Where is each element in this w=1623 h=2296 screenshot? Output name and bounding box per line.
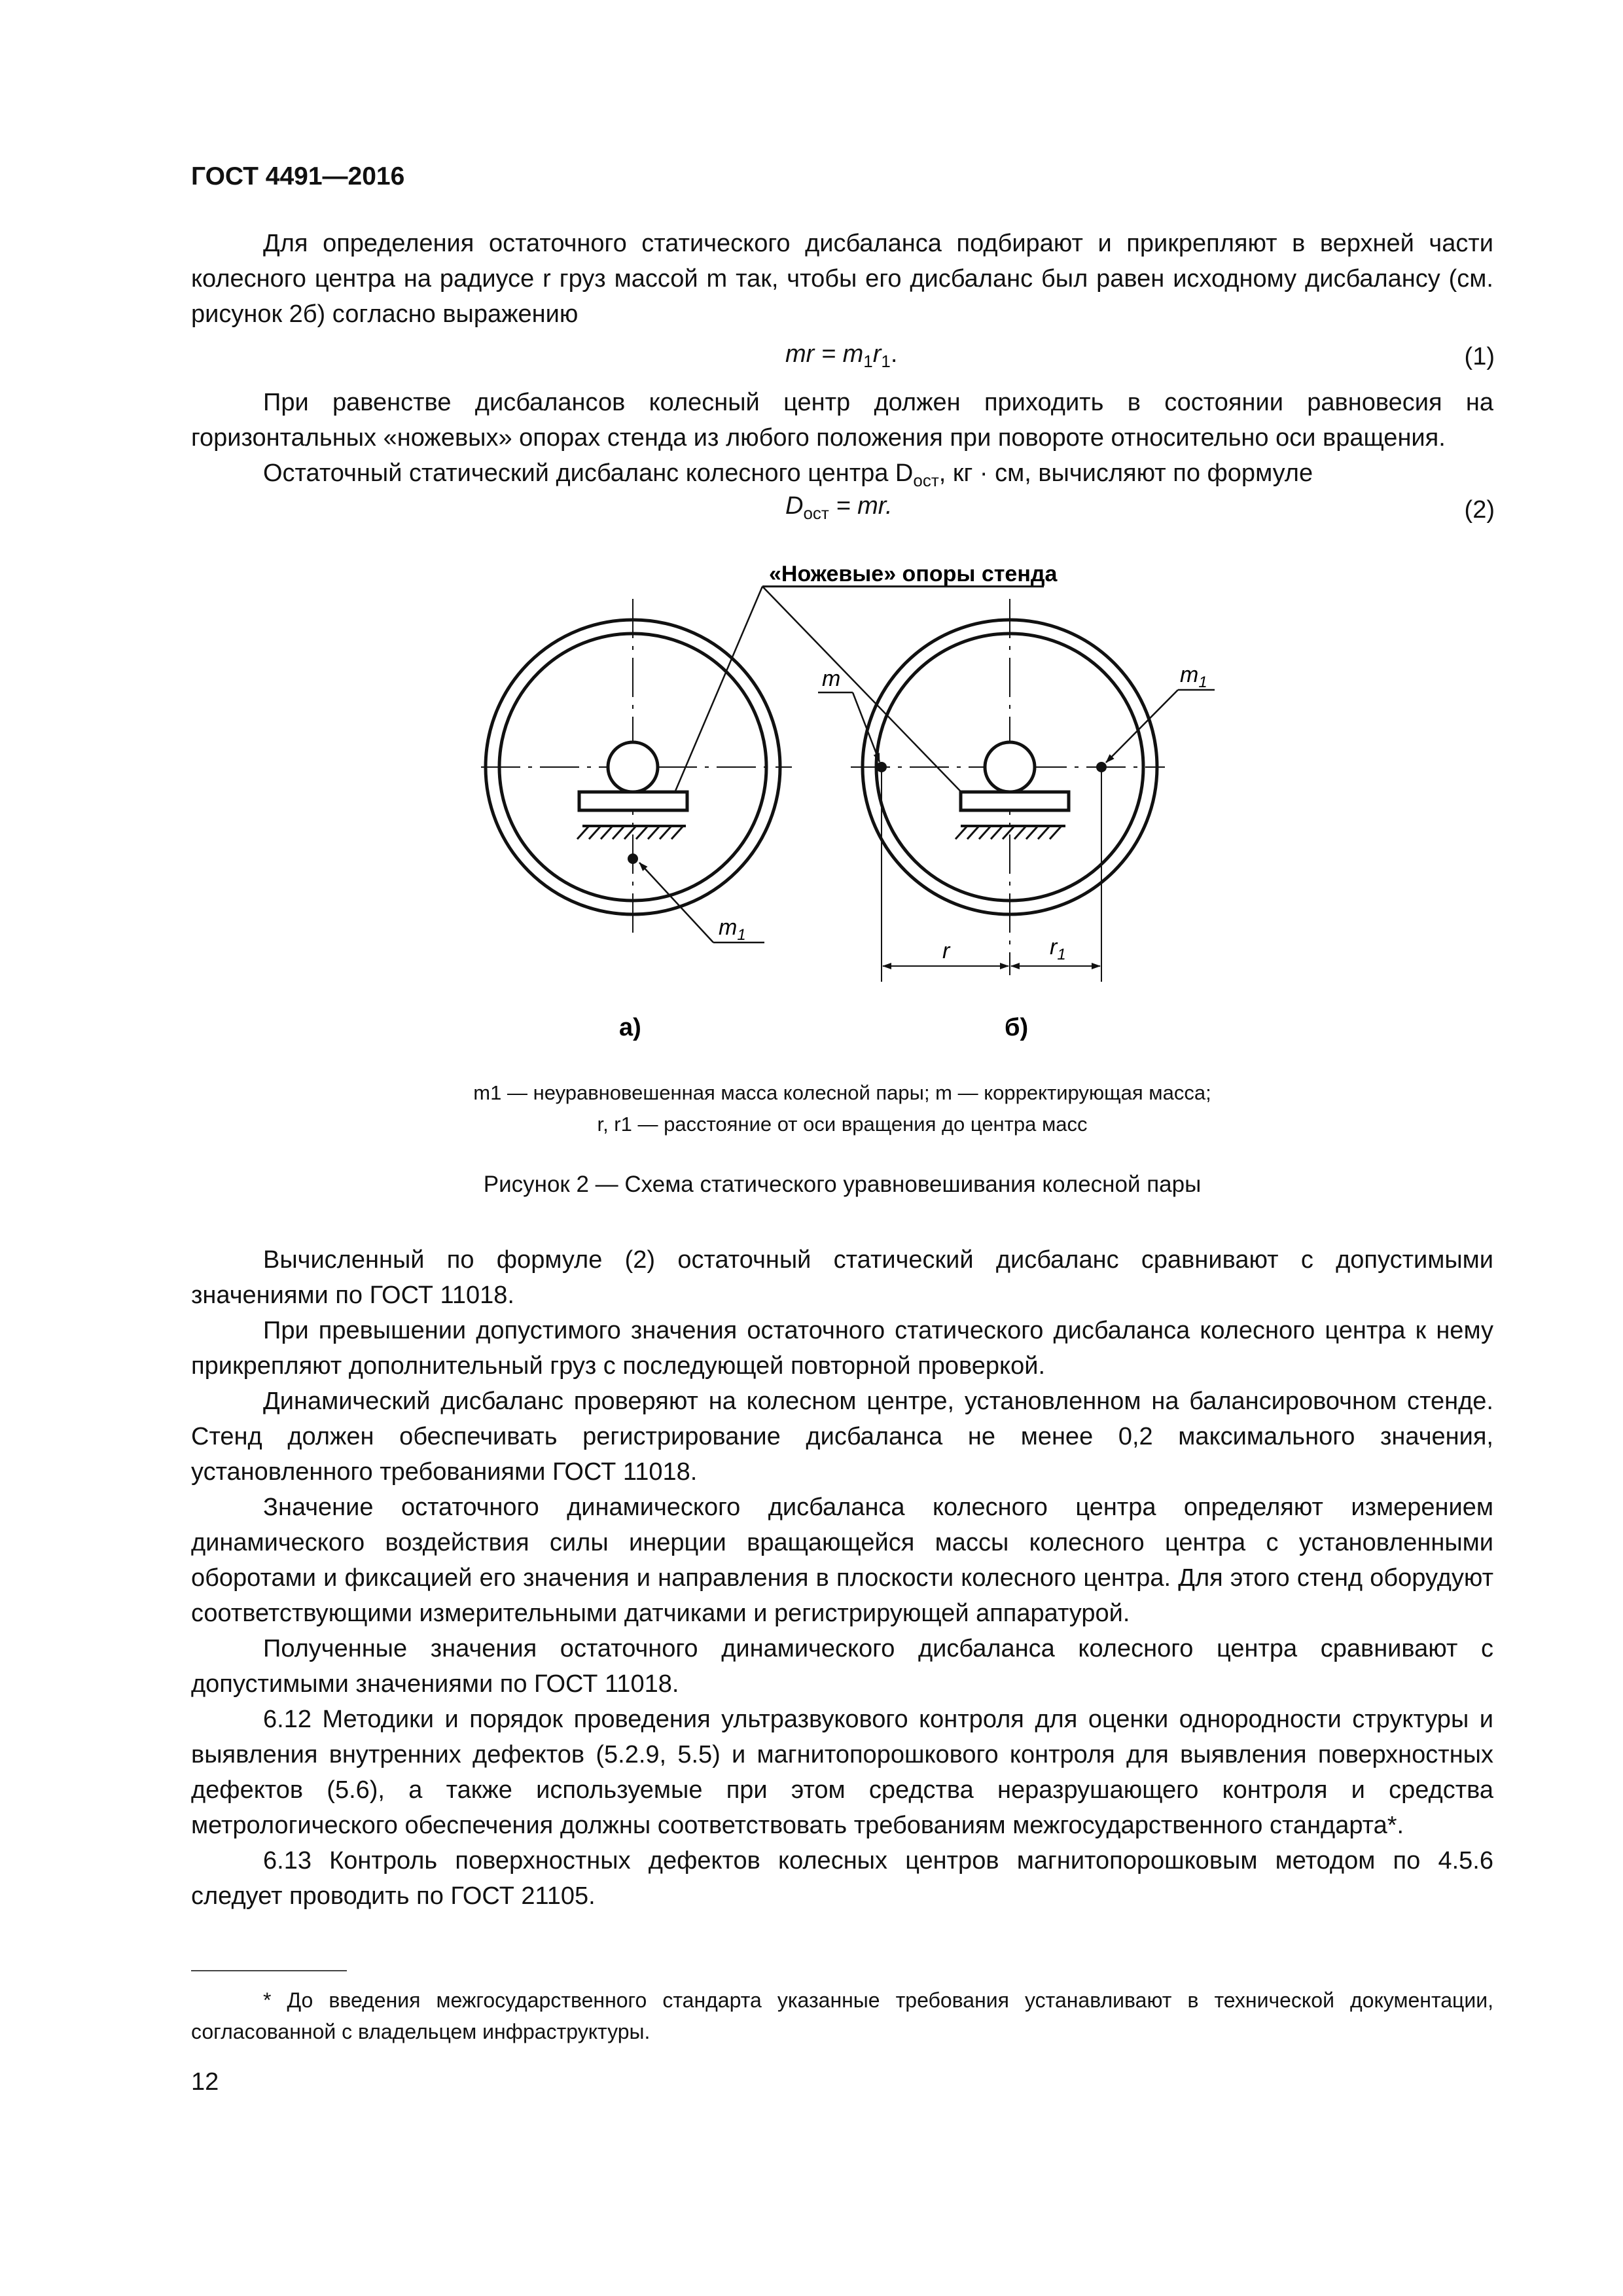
figure-caption: Рисунок 2 — Схема статического уравновешивания колесной пары bbox=[483, 1172, 1202, 1197]
equation-1-number: (1) bbox=[1464, 343, 1495, 370]
label-r: r bbox=[942, 939, 950, 963]
paragraph-8: Полученные значения остаточного динамического дисбаланса колесного центра сравнивают с допустимыми значениями по ГОСТ 11018. bbox=[191, 1635, 1493, 1698]
paragraph-1: Для определения остаточного статического дисбаланса подбирают и прикрепляют в верхней части колесного центра на радиусе r груз массой m так, чтобы его дисбаланс был равен исходному дисбалансу (см. рисунок 2б) согласно выражению bbox=[191, 230, 1493, 328]
paragraph-9: 6.12 Методики и порядок проведения ультразвукового контроля для оценки однородности структуры и выявления внутренних дефектов (5.2.9, 5.5) и магнитопорошкового контроля для выявления поверхностных дефектов (5.6), а также используемые при этом средства неразрушающего контроля и средства метрологического обеспечения должны соответствовать требованиям межгосударственного стандарта*. bbox=[191, 1706, 1493, 1839]
legend-line-1: m1 — неуравновешенная масса колесной пары; m — корректирующая масса; bbox=[473, 1081, 1211, 1104]
equation-1: mr = $m_1r_1$. bbox=[785, 340, 898, 371]
legend-line-2: r, r1 — расстояние от оси вращения до центра масс bbox=[597, 1113, 1088, 1136]
paragraph-10: 6.13 Контроль поверхностных дефектов колесных центров магнитопорошковым методом по 4.5.6 следует проводить по ГОСТ 21105. bbox=[191, 1847, 1493, 1910]
wheel-a-mass-m1-point bbox=[628, 853, 638, 864]
leader-support-a bbox=[669, 586, 762, 806]
paragraph-6: Динамический дисбаланс проверяют на колесном центре, установленном на балансировочном стенде. Стенд должен обеспечивать регистрирование дисбаланса не менее 0,2 максимального значения, установленного требованиями ГОСТ 11018. bbox=[191, 1388, 1493, 1486]
wheel-b bbox=[818, 599, 1215, 982]
paragraph-block-3 bbox=[191, 1242, 1493, 1914]
label-b: б) bbox=[1005, 1014, 1029, 1041]
supports-label: «Ножевые» опоры стенда bbox=[769, 562, 1058, 586]
wheel-a-axle bbox=[608, 742, 658, 792]
leader-support-b bbox=[762, 586, 975, 806]
wheel-b-axle bbox=[985, 742, 1035, 792]
label-m: m bbox=[822, 666, 841, 691]
wheel-a bbox=[481, 599, 792, 944]
page-number: 12 bbox=[191, 2068, 219, 2096]
paragraph-2: При равенстве дисбалансов колесный центр должен приходить в состоянии равновесия на горизонтальных «ножевых» опорах стенда из любого положения при повороте относительно оси вращения. bbox=[191, 389, 1493, 452]
equation-2: $D_{ост}$ = mr. bbox=[785, 492, 893, 523]
wheel-a-ground-hatching bbox=[577, 826, 683, 839]
paragraph-3: Остаточный статический дисбаланс колесного центра $D_{ост}$, кг · см, вычисляют по формуле bbox=[263, 459, 1313, 490]
footnote bbox=[191, 1984, 1493, 2047]
wheel-a-knife-support bbox=[579, 792, 687, 810]
footnote-separator bbox=[191, 1970, 347, 1971]
paragraph-7: Значение остаточного динамического дисбаланса колесного центра определяют измерением динамического воздействия силы инерции вращающейся массы колесного центра с установленными оборотами и фиксацией его значения и направления в плоскости колесного центра. Для этого стенд оборудуют соответствующими измерительными датчиками и регистрирующей аппаратурой. bbox=[191, 1494, 1493, 1627]
document-header: ГОСТ 4491—2016 bbox=[191, 162, 405, 190]
wheel-b-knife-support bbox=[961, 792, 1069, 810]
m1-a-leader bbox=[639, 863, 713, 942]
footnote-text: * До введения межгосударственного стандарта указанные требования устанавливают в технической документации, согласованной с владельцем инфраструктуры. bbox=[191, 1988, 1493, 2043]
label-a: а) bbox=[619, 1014, 641, 1041]
paragraph-4: Вычисленный по формуле (2) остаточный статический дисбаланс сравнивают с допустимыми значениями по ГОСТ 11018. bbox=[191, 1246, 1493, 1309]
figure-2-diagram bbox=[0, 0, 1623, 1073]
label-m1-b: $m_1$ bbox=[1180, 662, 1207, 691]
label-r1: $r_1$ bbox=[1050, 935, 1066, 963]
figure-legend bbox=[191, 1077, 1493, 1140]
wheel-b-ground-hatching bbox=[955, 826, 1061, 839]
label-m1-a: $m_1$ bbox=[719, 915, 746, 944]
paragraph-5: При превышении допустимого значения остаточного статического дисбаланса колесного центра к нему прикрепляют дополнительный груз с последующей повторной проверкой. bbox=[191, 1317, 1493, 1380]
equation-2-number: (2) bbox=[1464, 496, 1495, 524]
